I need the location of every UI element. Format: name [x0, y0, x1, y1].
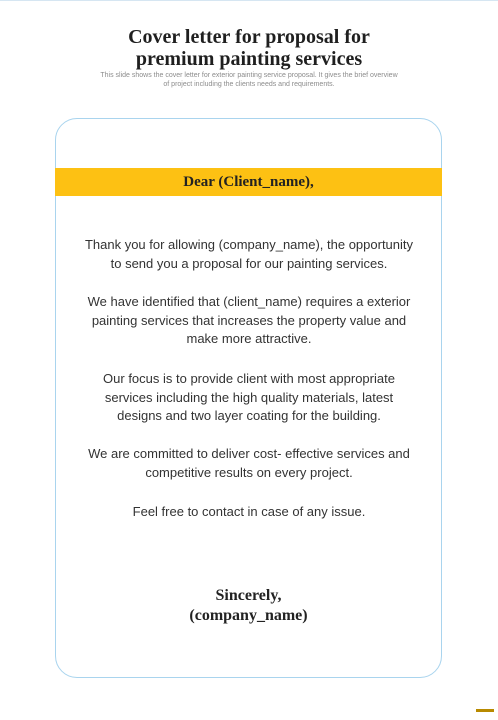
page-title: Cover letter for proposal for premium painting services	[128, 26, 370, 70]
page-subtitle: This slide shows the cover letter for exterior painting service proposal. It gives the brief overview of project including the clients needs and requirements.	[100, 72, 398, 88]
letter-paragraph-commitment: We are committed to deliver cost- effective services and competitive results on every project.	[88, 446, 410, 480]
top-divider	[0, 0, 498, 1]
letter-closing: Sincerely, (company_name)	[189, 587, 308, 624]
letter-paragraph-focus: Our focus is to provide client with most appropriate services including the high quality materials, latest designs and two layer coating for the building.	[103, 371, 395, 423]
letter-paragraph-intro: Thank you for allowing (company_name), the opportunity to send you a proposal for our painting services.	[84, 237, 414, 271]
letter-paragraph-requirements: We have identified that (client_name) requires a exterior painting services that increases the property value and make more attractive.	[87, 294, 411, 346]
page-corner-mark	[476, 709, 494, 712]
letter-greeting: Dear (Client_name),	[183, 174, 314, 190]
letter-paragraph-contact: Feel free to contact in case of any issue.	[132, 504, 366, 519]
